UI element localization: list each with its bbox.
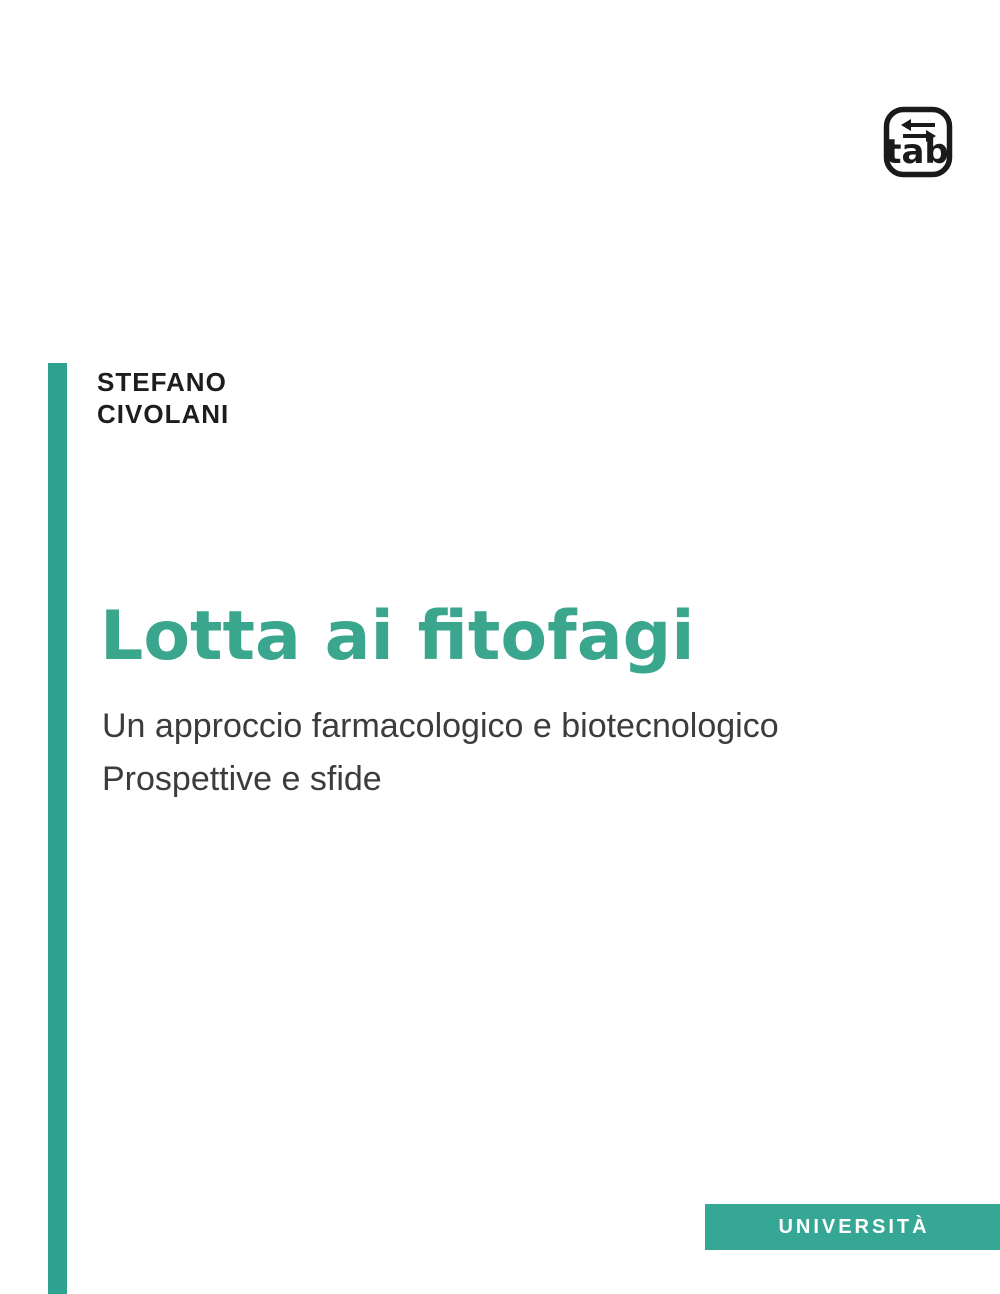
book-title: Lotta ai fitofagi: [100, 597, 695, 676]
publisher-logo: [883, 106, 953, 178]
book-subtitle: [102, 700, 779, 806]
left-accent-bar: [48, 363, 67, 1294]
universita-banner: [705, 1204, 1000, 1250]
author-first-name: STEFANO: [97, 367, 227, 397]
author-name: [97, 366, 229, 430]
logo-text: tab: [885, 132, 949, 172]
subtitle-line-2: Prospettive e sfide: [102, 760, 382, 798]
author-last-name: CIVOLANI: [97, 399, 230, 429]
subtitle-line-1: Un approccio farmacologico e biotecnologico: [102, 707, 779, 745]
series-label: UNIVERSITÀ: [778, 1215, 930, 1238]
